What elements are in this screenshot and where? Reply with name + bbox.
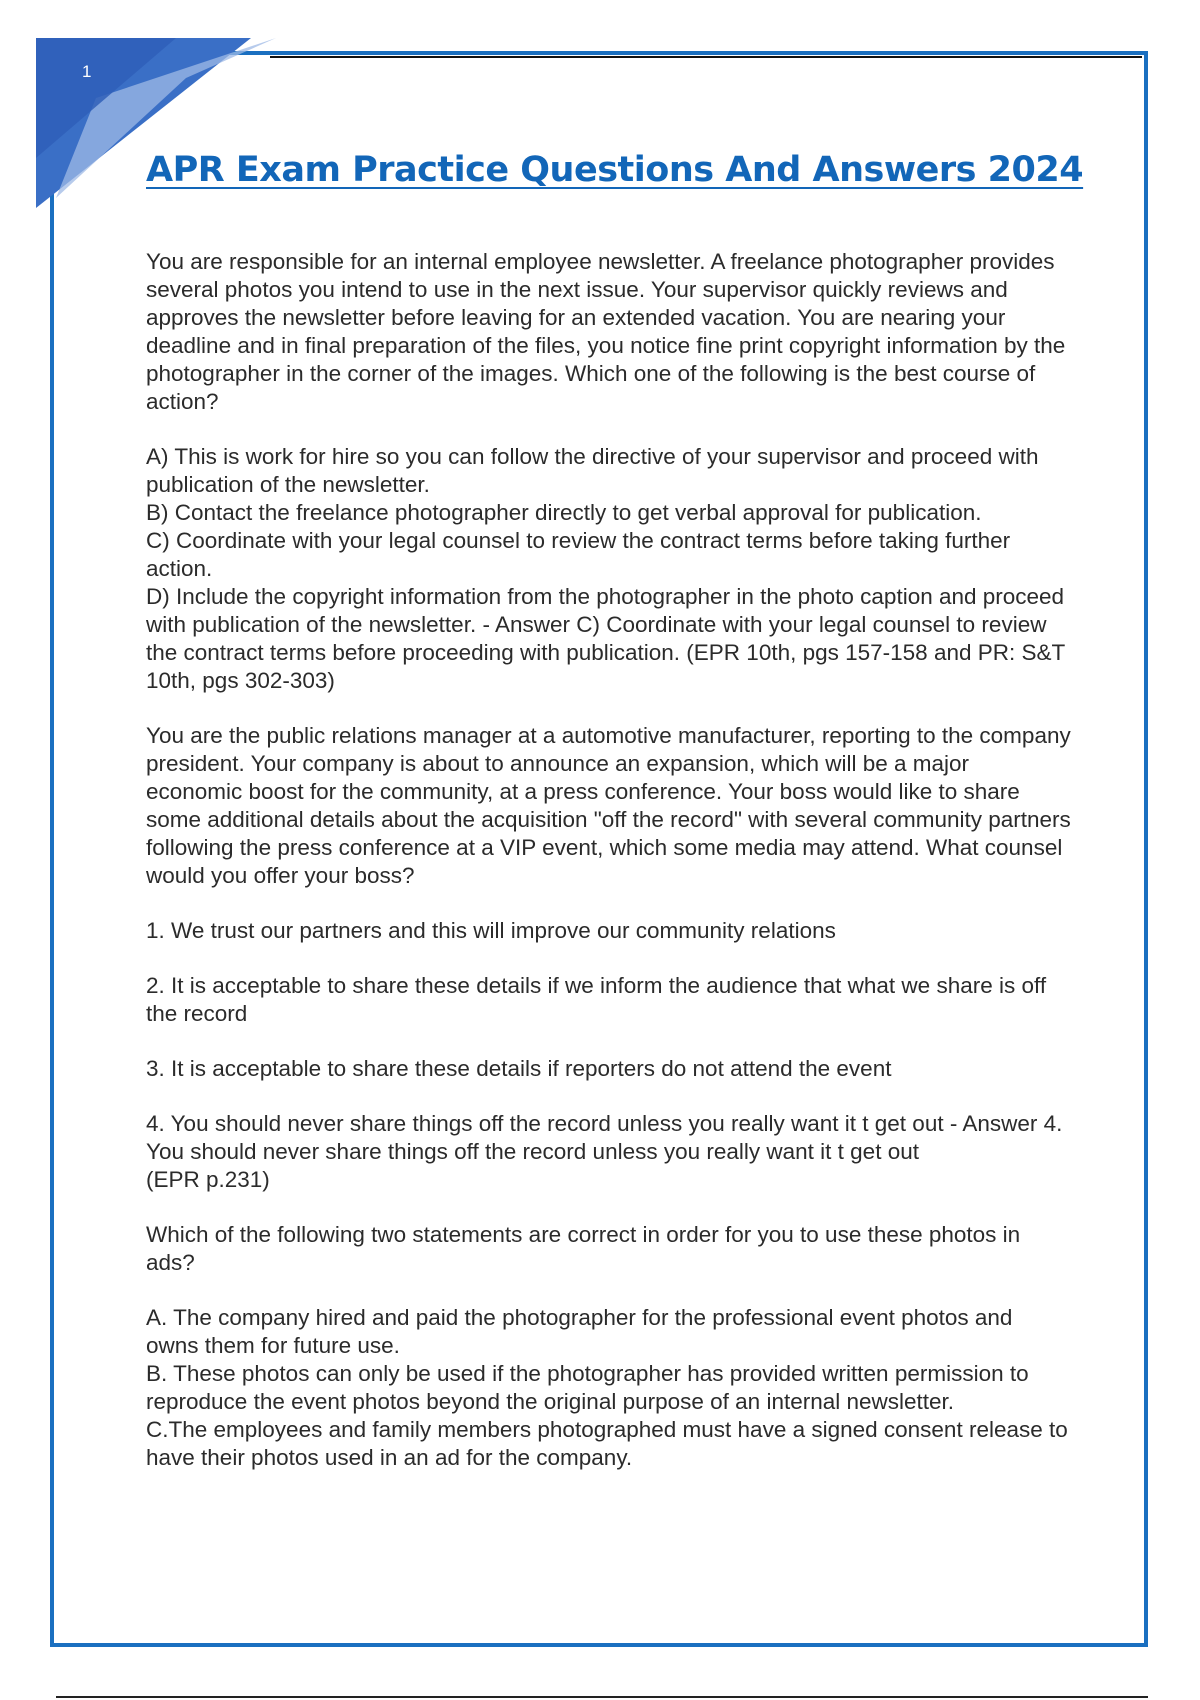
question-3-options: A. The company hired and paid the photographer for the professional event photos and owns them for future use. B. These photos can only be used if the photographer has provided written permission to reproduce the event photos beyond the original purpose of an internal newsletter. C.The employees and family members photographed must have a signed consent release to have their photos used in an ad for the company. xyxy=(146,1305,1068,1470)
question-2-option-1: 1. We trust our partners and this will improve our community relations xyxy=(146,918,836,943)
question-2-stem: You are the public relations manager at a automotive manufacturer, reporting to the company president. Your company is about to announce an expansion, which will be a major economic boost for the community, at a press conference. Your boss would like to share some additional details about the acquisition "off the record" with several community partners following the press conference at a VIP event, which some media may attend. What counsel would you offer your boss? xyxy=(146,723,1071,888)
page-title: APR Exam Practice Questions And Answers 2024 xyxy=(146,150,1084,190)
question-3-stem: Which of the following two statements are correct in order for you to use these photos in ads? xyxy=(146,1222,1021,1275)
top-rule xyxy=(270,56,1142,58)
document-body xyxy=(146,248,1071,1499)
question-2-option-2: 2. It is acceptable to share these details if we inform the audience that what we share is off the record xyxy=(146,973,1047,1026)
question-1-options-answer: A) This is work for hire so you can follow the directive of your supervisor and proceed with publication of the newsletter. B) Contact the freelance photographer directly to get verbal approval for publication. C) Coordinate with your legal counsel to review the contract terms before taking further action. D) Include the copyright information from the photographer in the photo caption and proceed with publication of the newsletter. - Answer C) Coordinate with your legal counsel to review the contract terms before proceeding with publication. (EPR 10th, pgs 157-158 and PR: S&T 10th, pgs 302-303) xyxy=(146,444,1065,693)
question-2-option-4-answer: 4. You should never share things off the record unless you really want it t get out - Answer 4. You should never share things off the record unless you really want it t get out (EPR p.231) xyxy=(146,1111,1063,1192)
question-2-option-3: 3. It is acceptable to share these details if reporters do not attend the event xyxy=(146,1056,892,1081)
bottom-rule xyxy=(56,1696,1148,1698)
question-1-stem: You are responsible for an internal employee newsletter. A freelance photographer provides several photos you intend to use in the next issue. Your supervisor quickly reviews and approves the newsletter before leaving for an extended vacation. You are nearing your deadline and in final preparation of the files, you notice fine print copyright information by the photographer in the corner of the images. Which one of the following is the best course of action? xyxy=(146,249,1066,414)
page-number: 1 xyxy=(82,62,92,81)
